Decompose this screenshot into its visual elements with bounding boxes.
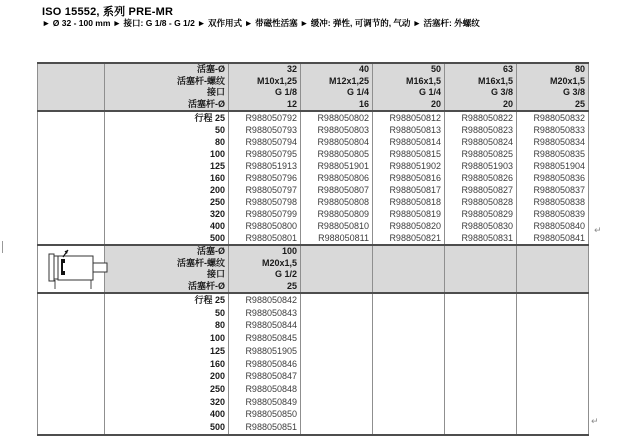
part-number-cell: R988050800	[229, 220, 301, 232]
part-number-cell: R988050825	[445, 148, 517, 160]
gutter-cell	[38, 293, 105, 307]
header-spec-value: 20	[502, 98, 513, 109]
part-number-cell: R988050804	[301, 136, 373, 148]
header-spec-value: M12x1,25	[328, 75, 369, 86]
part-number-cell: R988050828	[445, 196, 517, 208]
part-number-cell: R988050805	[301, 148, 373, 160]
part-number-cell: R988050802	[301, 111, 373, 124]
table-row	[38, 293, 589, 307]
part-number-cell	[517, 332, 589, 345]
gutter-cell	[38, 160, 105, 172]
part-number-cell: R988050793	[229, 124, 301, 136]
pneumatic-cylinder-drawing	[42, 248, 114, 290]
part-number-cell	[445, 370, 517, 383]
stroke-label-cell: 200	[105, 184, 229, 196]
part-number-cell: R988050832	[517, 111, 589, 124]
stroke-label-cell: 行程 25	[105, 111, 229, 124]
part-number-cell: R988050820	[373, 220, 445, 232]
table-row	[38, 345, 589, 358]
part-number-cell: R988050814	[373, 136, 445, 148]
header-label: 活塞杆-Ø	[188, 280, 225, 291]
header-spec-value	[445, 246, 513, 258]
header-spec-value	[517, 258, 585, 270]
table-row	[38, 220, 589, 232]
header-spec-cell	[445, 245, 517, 293]
part-number-cell: R988050847	[229, 370, 301, 383]
header-spec-value	[373, 281, 441, 293]
part-number-cell: R988050819	[373, 208, 445, 220]
header-spec-value: 100	[281, 246, 297, 256]
table-row	[38, 124, 589, 136]
part-number-cell: R988050821	[373, 232, 445, 245]
gutter-cell	[38, 136, 105, 148]
part-number-cell: R988050843	[229, 307, 301, 320]
part-number-cell: R988050806	[301, 172, 373, 184]
table-row	[38, 160, 589, 172]
part-number-cell	[373, 383, 445, 396]
part-number-cell	[373, 319, 445, 332]
part-number-cell: R988050808	[301, 196, 373, 208]
part-number-cell: R988050816	[373, 172, 445, 184]
part-number-cell	[373, 345, 445, 358]
table-row	[38, 370, 589, 383]
table-row	[38, 208, 589, 220]
part-number-cell: R988050838	[517, 196, 589, 208]
stroke-label-cell: 160	[105, 358, 229, 371]
header-spec-value: 16	[358, 98, 369, 109]
header-spec-cell	[301, 245, 373, 293]
header-spec-cell	[229, 245, 301, 293]
stroke-label-cell: 100	[105, 148, 229, 160]
part-number-cell: R988050796	[229, 172, 301, 184]
stroke-label-cell: 80	[105, 319, 229, 332]
stroke-label-cell: 250	[105, 196, 229, 208]
part-number-cell: R988050836	[517, 172, 589, 184]
header-spec-cell	[373, 245, 445, 293]
table-row	[38, 396, 589, 409]
header-row	[38, 63, 589, 111]
part-number-cell	[301, 319, 373, 332]
header-label: 接口	[206, 87, 225, 97]
part-number-cell: R988050815	[373, 148, 445, 160]
part-number-cell: R988050833	[517, 124, 589, 136]
part-number-cell	[373, 332, 445, 345]
header-spec-value: G 1/2	[274, 269, 297, 279]
table-row	[38, 358, 589, 371]
header-label: 活塞-Ø	[197, 64, 225, 74]
header-spec-value: M20x1,5	[549, 75, 585, 86]
part-number-cell	[517, 307, 589, 320]
gutter-cell	[38, 208, 105, 220]
part-number-cell: R988050827	[445, 184, 517, 196]
part-number-cell	[301, 332, 373, 345]
spec-table-1	[37, 62, 589, 246]
stroke-label-cell: 500	[105, 232, 229, 245]
part-number-cell: R988050846	[229, 358, 301, 371]
part-number-cell: R988050797	[229, 184, 301, 196]
gutter-cell	[38, 332, 105, 345]
part-number-cell	[517, 421, 589, 435]
header-spec-cell	[373, 63, 445, 111]
part-number-cell	[445, 396, 517, 409]
header-label: 活塞-Ø	[197, 246, 225, 256]
header-spec-value	[301, 269, 369, 281]
part-number-cell	[517, 383, 589, 396]
header-spec-value: 25	[286, 280, 297, 291]
stroke-label-cell: 80	[105, 136, 229, 148]
part-number-cell: R988050809	[301, 208, 373, 220]
part-number-cell: R988051913	[229, 160, 301, 172]
part-number-cell	[301, 421, 373, 435]
part-number-cell	[445, 307, 517, 320]
gutter-cell	[38, 408, 105, 421]
gutter-cell	[38, 370, 105, 383]
header-spec-value: 20	[430, 98, 441, 109]
part-number-cell: R988050835	[517, 148, 589, 160]
part-number-cell: R988051903	[445, 160, 517, 172]
part-number-cell: R988050837	[517, 184, 589, 196]
header-spec-value	[445, 269, 513, 281]
part-number-cell	[373, 358, 445, 371]
header-spec-value: 63	[502, 64, 513, 74]
header-spec-value: 80	[574, 64, 585, 74]
part-number-cell: R988050829	[445, 208, 517, 220]
header-spec-value: M10x1,25	[256, 75, 297, 86]
part-number-cell: R988050849	[229, 396, 301, 409]
stroke-label-cell: 50	[105, 307, 229, 320]
part-number-cell	[301, 345, 373, 358]
stroke-label-cell: 320	[105, 396, 229, 409]
part-number-cell: R988050794	[229, 136, 301, 148]
header-spec-value	[373, 258, 441, 270]
part-number-cell	[517, 345, 589, 358]
margin-tick	[2, 241, 3, 253]
page-title: ISO 15552, 系列 PRE-MR	[42, 6, 174, 18]
header-spec-value	[373, 269, 441, 281]
header-spec-value: M20x1,5	[261, 257, 297, 268]
part-number-cell	[301, 307, 373, 320]
gutter-cell	[38, 220, 105, 232]
paragraph-return-mark: ↵	[594, 226, 602, 236]
header-labels-cell	[105, 63, 229, 111]
part-number-cell: R988050839	[517, 208, 589, 220]
part-number-cell: R988050798	[229, 196, 301, 208]
part-number-cell	[517, 370, 589, 383]
cylinder-legs	[55, 280, 91, 289]
cylinder-endcap-outer	[49, 254, 54, 281]
part-number-cell	[517, 319, 589, 332]
part-number-cell: R988050830	[445, 220, 517, 232]
part-number-cell	[301, 370, 373, 383]
part-number-cell	[301, 408, 373, 421]
part-number-cell: R988050844	[229, 319, 301, 332]
part-number-cell: R988050795	[229, 148, 301, 160]
header-spec-value	[445, 258, 513, 270]
stroke-label-cell: 125	[105, 345, 229, 358]
header-spec-value	[301, 281, 369, 293]
table-row	[38, 172, 589, 184]
part-number-cell: R988051901	[301, 160, 373, 172]
part-number-cell	[301, 293, 373, 307]
table-row	[38, 332, 589, 345]
header-spec-value: 40	[358, 64, 369, 74]
header-spec-value	[517, 281, 585, 293]
part-number-cell: R988050840	[517, 220, 589, 232]
header-spec-value: G 1/4	[418, 87, 441, 97]
header-label: 接口	[206, 269, 225, 279]
stroke-label-cell: 500	[105, 421, 229, 435]
header-spec-value: 25	[574, 98, 585, 109]
header-spec-value: 32	[286, 64, 297, 74]
header-spec-cell	[517, 63, 589, 111]
part-number-cell	[445, 345, 517, 358]
gutter-header-cell	[38, 63, 105, 111]
part-number-cell: R988050810	[301, 220, 373, 232]
stroke-label-cell: 400	[105, 220, 229, 232]
cylinder-endcap-inner	[54, 256, 58, 279]
header-spec-value: G 1/4	[346, 87, 369, 97]
gutter-cell	[38, 396, 105, 409]
paragraph-return-mark: ↵	[591, 417, 599, 427]
gutter-cell	[38, 184, 105, 196]
header-label: 活塞杆-螺纹	[177, 75, 225, 86]
header-spec-value: 50	[430, 64, 441, 74]
part-number-cell: R988050792	[229, 111, 301, 124]
part-number-cell: R988050848	[229, 383, 301, 396]
header-spec-value: G 3/8	[490, 87, 513, 97]
header-spec-value: M16x1,5	[405, 75, 441, 86]
spec-table-2	[37, 244, 589, 436]
part-number-cell	[517, 408, 589, 421]
stroke-label-cell: 250	[105, 383, 229, 396]
header-spec-value: G 3/8	[562, 87, 585, 97]
table-row	[38, 184, 589, 196]
part-number-cell: R988050801	[229, 232, 301, 245]
part-number-cell	[445, 319, 517, 332]
header-spec-value: M16x1,5	[477, 75, 513, 86]
part-number-cell: R988050817	[373, 184, 445, 196]
header-spec-value	[517, 246, 585, 258]
part-number-cell	[445, 383, 517, 396]
part-number-cell: R988050818	[373, 196, 445, 208]
header-spec-value: G 1/8	[274, 87, 297, 97]
part-number-cell	[373, 396, 445, 409]
table-row	[38, 421, 589, 435]
part-number-cell	[445, 408, 517, 421]
part-number-cell	[373, 370, 445, 383]
part-number-cell: R988050831	[445, 232, 517, 245]
table-row	[38, 307, 589, 320]
table-row	[38, 383, 589, 396]
stroke-label-cell: 200	[105, 370, 229, 383]
header-label: 活塞杆-Ø	[188, 98, 225, 109]
part-number-cell: R988051904	[517, 160, 589, 172]
part-number-cell	[301, 396, 373, 409]
header-spec-value	[301, 258, 369, 270]
piston-rod	[93, 263, 107, 272]
gutter-cell	[38, 307, 105, 320]
part-number-cell: R988050826	[445, 172, 517, 184]
part-number-cell: R988050807	[301, 184, 373, 196]
part-number-cell: R988050824	[445, 136, 517, 148]
part-number-cell: R988051902	[373, 160, 445, 172]
header-spec-value	[517, 269, 585, 281]
part-number-cell: R988050822	[445, 111, 517, 124]
gutter-cell	[38, 319, 105, 332]
part-number-cell: R988050799	[229, 208, 301, 220]
part-number-cell	[445, 421, 517, 435]
part-number-cell: R988050834	[517, 136, 589, 148]
table-row	[38, 408, 589, 421]
table-row	[38, 136, 589, 148]
table-row	[38, 196, 589, 208]
stroke-label-cell: 100	[105, 332, 229, 345]
table-row	[38, 111, 589, 124]
gutter-cell	[38, 111, 105, 124]
part-number-cell	[445, 358, 517, 371]
header-spec-cell	[301, 63, 373, 111]
table-row	[38, 148, 589, 160]
part-number-cell	[517, 358, 589, 371]
header-spec-value: 12	[286, 98, 297, 109]
stroke-label-cell: 125	[105, 160, 229, 172]
part-number-cell	[517, 396, 589, 409]
header-spec-value	[373, 246, 441, 258]
part-number-cell: R988050841	[517, 232, 589, 245]
gutter-cell	[38, 124, 105, 136]
gutter-cell	[38, 148, 105, 160]
part-number-cell: R988050842	[229, 293, 301, 307]
part-number-cell	[445, 332, 517, 345]
part-number-cell: R988050823	[445, 124, 517, 136]
header-spec-value	[301, 246, 369, 258]
gutter-cell	[38, 383, 105, 396]
part-number-cell	[301, 383, 373, 396]
stroke-label-cell: 行程 25	[105, 293, 229, 307]
header-label: 活塞杆-螺纹	[177, 257, 225, 268]
part-number-cell	[373, 421, 445, 435]
page-subtitle: ► Ø 32 - 100 mm ► 接口: G 1/8 - G 1/2 ► 双作用式 ► 带磁性活塞 ► 缓冲: 弹性, 可调节的, 气动 ► 活塞杆: 外螺纹	[42, 18, 480, 28]
part-number-cell: R988050845	[229, 332, 301, 345]
stroke-label-cell: 160	[105, 172, 229, 184]
table-row	[38, 319, 589, 332]
header-spec-cell	[445, 63, 517, 111]
gutter-cell	[38, 196, 105, 208]
part-number-cell	[373, 408, 445, 421]
part-number-cell: R988051905	[229, 345, 301, 358]
part-number-cell	[445, 293, 517, 307]
part-number-cell: R988050812	[373, 111, 445, 124]
stroke-label-cell: 400	[105, 408, 229, 421]
gutter-cell	[38, 358, 105, 371]
gutter-cell	[38, 172, 105, 184]
stroke-label-cell: 50	[105, 124, 229, 136]
header-spec-cell	[229, 63, 301, 111]
part-number-cell: R988050813	[373, 124, 445, 136]
part-number-cell	[373, 293, 445, 307]
part-number-cell	[517, 293, 589, 307]
header-spec-value	[445, 281, 513, 293]
stroke-label-cell: 320	[105, 208, 229, 220]
gutter-cell	[38, 421, 105, 435]
header-spec-cell	[517, 245, 589, 293]
part-number-cell: R988050811	[301, 232, 373, 245]
header-labels-cell	[105, 245, 229, 293]
part-number-cell	[301, 358, 373, 371]
part-number-cell: R988050803	[301, 124, 373, 136]
gutter-cell	[38, 345, 105, 358]
header-row	[38, 245, 589, 293]
part-number-cell: R988050850	[229, 408, 301, 421]
part-number-cell	[373, 307, 445, 320]
part-number-cell: R988050851	[229, 421, 301, 435]
